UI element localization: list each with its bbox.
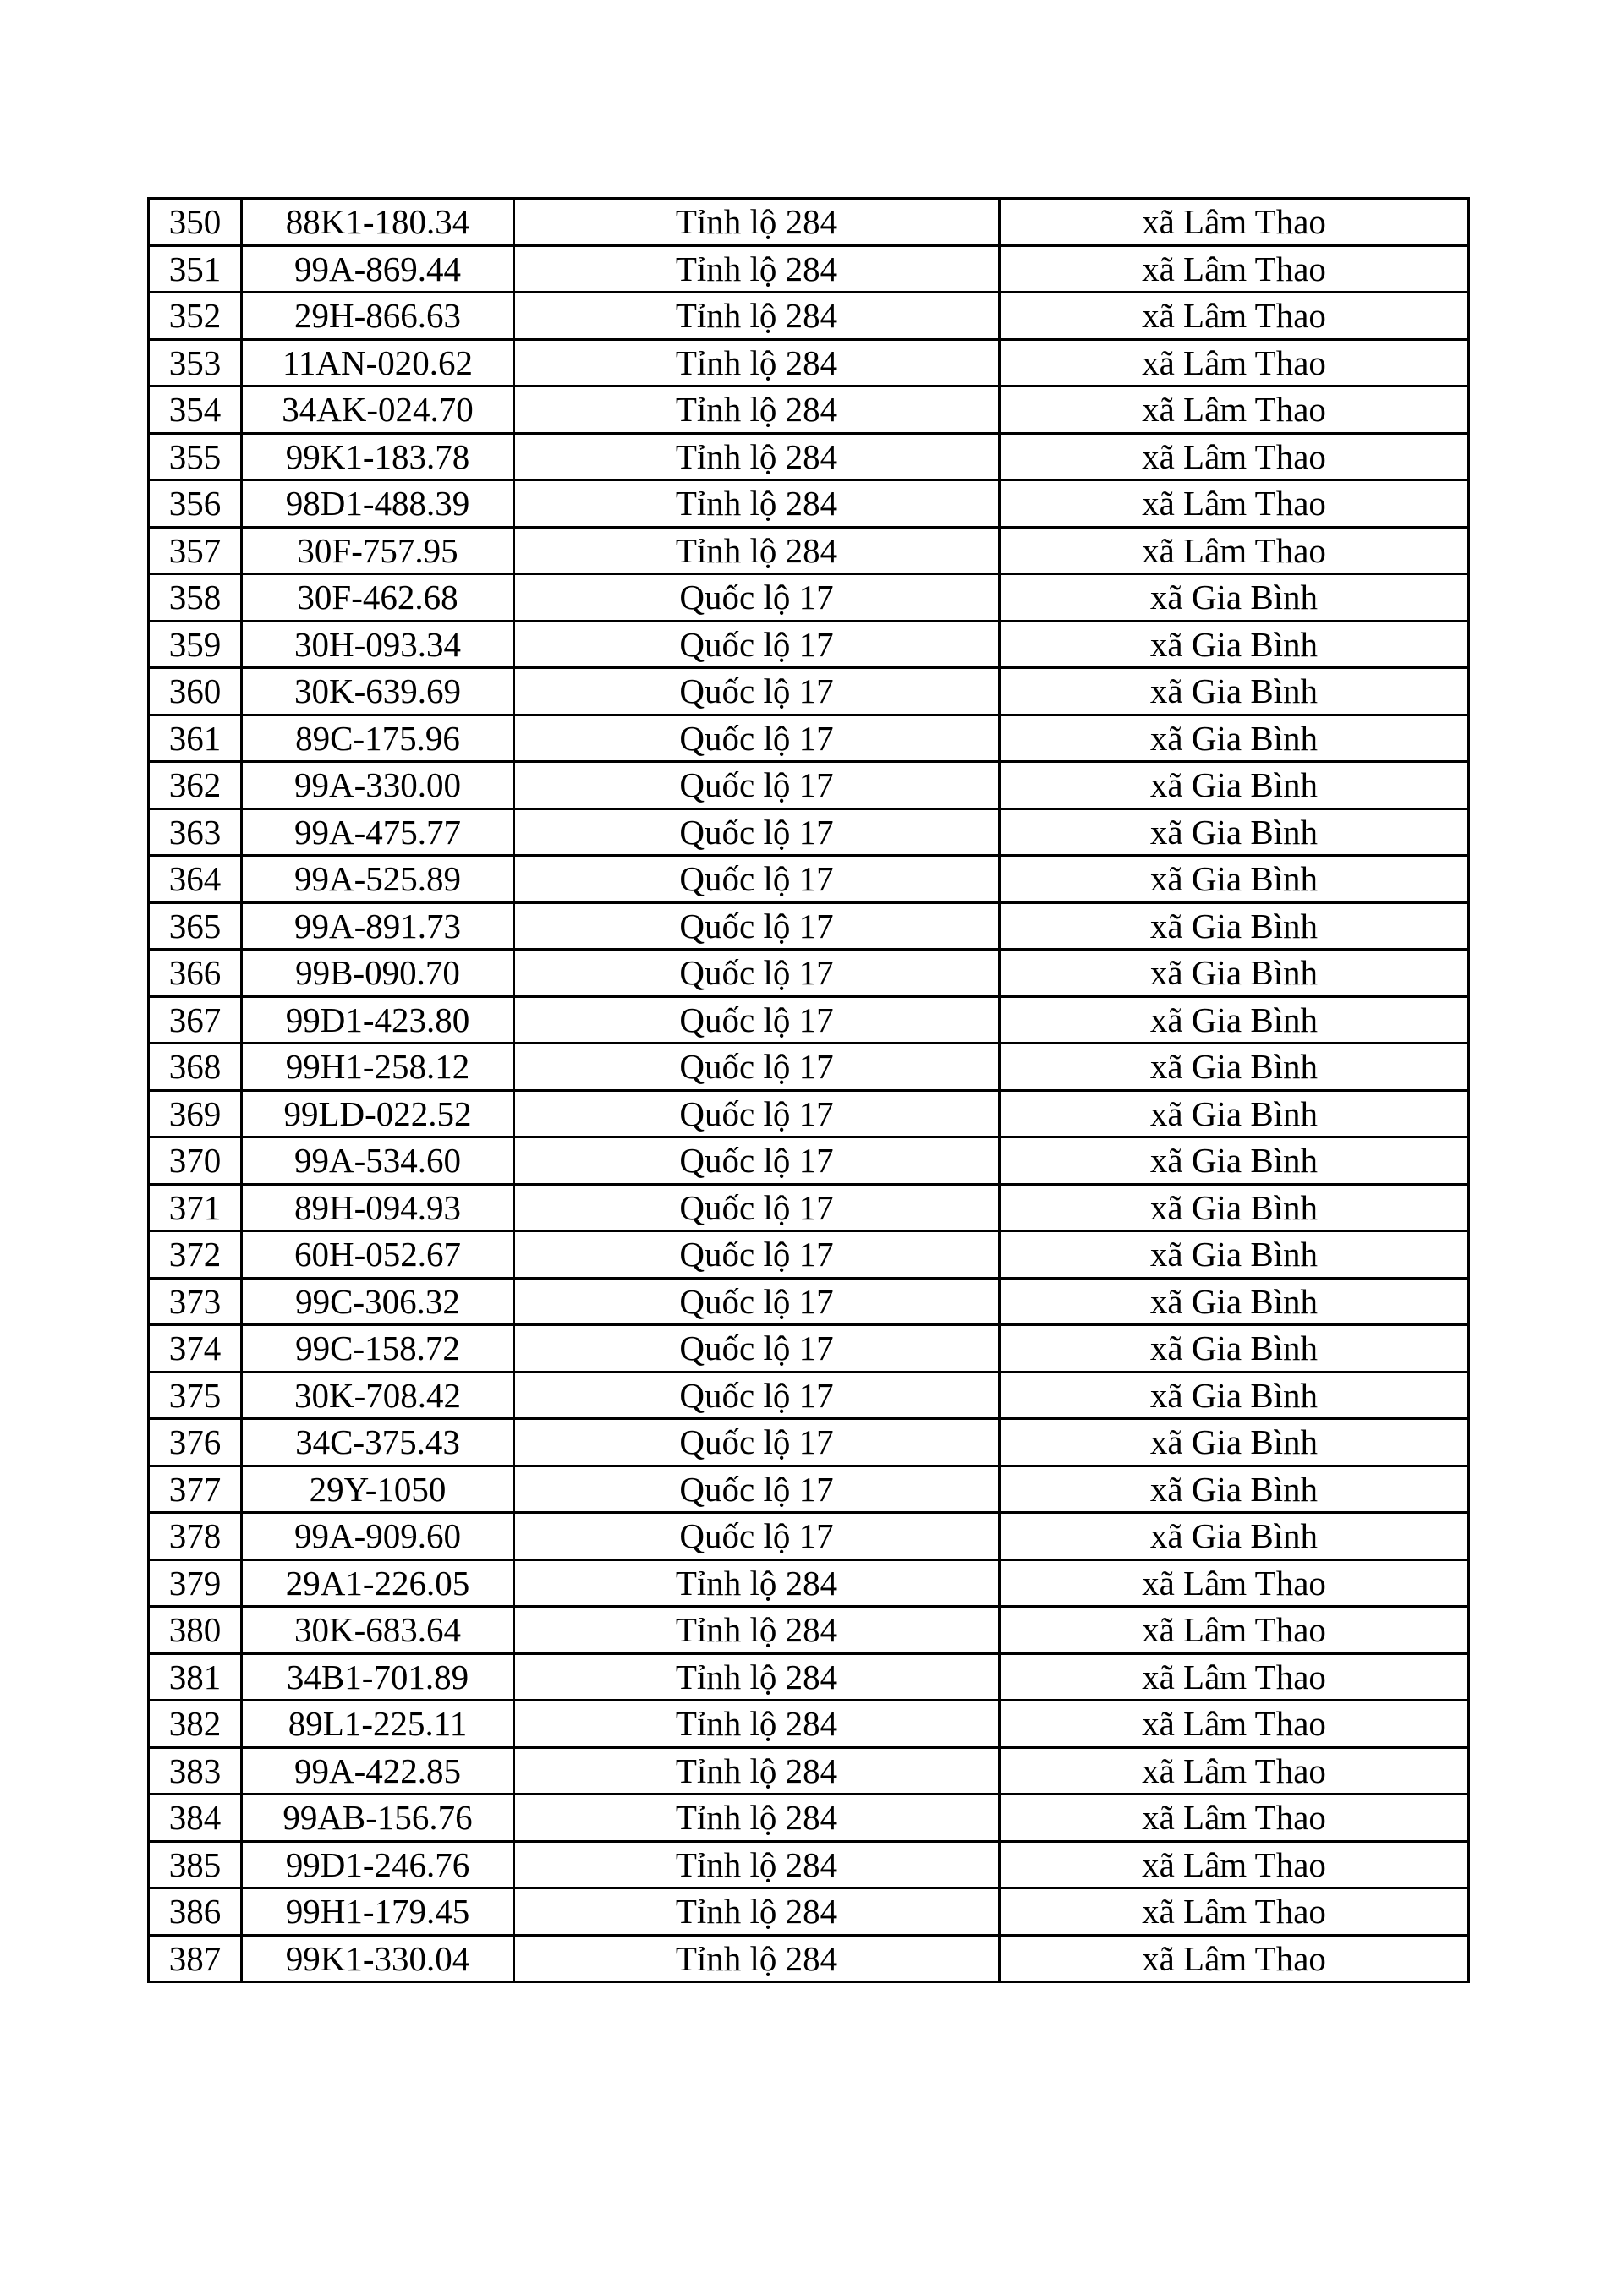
commune-cell: xã Gia Bình [1000,715,1469,762]
table-row [149,1466,1469,1513]
table-row [149,199,1469,246]
table-row [149,808,1469,856]
license-plate-cell: 30K-683.64 [242,1607,514,1654]
road-cell: Quốc lộ 17 [514,1137,1000,1185]
commune-cell: xã Gia Bình [1000,574,1469,622]
row-number-cell: 366 [149,950,242,997]
table-row [149,1419,1469,1466]
table-row [149,339,1469,386]
table-row [149,996,1469,1044]
road-cell: Quốc lộ 17 [514,574,1000,622]
road-cell: Tỉnh lộ 284 [514,480,1000,528]
road-cell: Tỉnh lộ 284 [514,199,1000,246]
commune-cell: xã Lâm Thao [1000,1888,1469,1936]
table-row [149,762,1469,809]
road-cell: Tỉnh lộ 284 [514,1701,1000,1748]
road-cell: Tỉnh lộ 284 [514,386,1000,434]
commune-cell: xã Lâm Thao [1000,1747,1469,1795]
violation-plates-table [147,197,1470,1983]
row-number-cell: 350 [149,199,242,246]
road-cell: Quốc lộ 17 [514,1372,1000,1419]
license-plate-cell: 99A-534.60 [242,1137,514,1185]
commune-cell: xã Gia Bình [1000,1137,1469,1185]
license-plate-cell: 88K1-180.34 [242,199,514,246]
commune-cell: xã Gia Bình [1000,808,1469,856]
road-cell: Tỉnh lộ 284 [514,293,1000,340]
row-number-cell: 367 [149,996,242,1044]
road-cell: Tỉnh lộ 284 [514,1607,1000,1654]
road-cell: Quốc lộ 17 [514,762,1000,809]
row-number-cell: 381 [149,1653,242,1701]
license-plate-cell: 99K1-183.78 [242,433,514,480]
road-cell: Quốc lộ 17 [514,808,1000,856]
table-row [149,1607,1469,1654]
row-number-cell: 386 [149,1888,242,1936]
commune-cell: xã Gia Bình [1000,950,1469,997]
row-number-cell: 363 [149,808,242,856]
license-plate-cell: 89L1-225.11 [242,1701,514,1748]
commune-cell: xã Lâm Thao [1000,1935,1469,1982]
table-row [149,1841,1469,1888]
row-number-cell: 376 [149,1419,242,1466]
license-plate-cell: 30K-639.69 [242,668,514,715]
row-number-cell: 373 [149,1278,242,1325]
row-number-cell: 385 [149,1841,242,1888]
row-number-cell: 371 [149,1184,242,1231]
commune-cell: xã Lâm Thao [1000,1607,1469,1654]
commune-cell: xã Gia Bình [1000,996,1469,1044]
license-plate-cell: 99A-869.44 [242,245,514,293]
commune-cell: xã Gia Bình [1000,762,1469,809]
commune-cell: xã Lâm Thao [1000,1795,1469,1842]
road-cell: Tỉnh lộ 284 [514,1653,1000,1701]
license-plate-cell: 29Y-1050 [242,1466,514,1513]
commune-cell: xã Gia Bình [1000,621,1469,668]
license-plate-cell: 89H-094.93 [242,1184,514,1231]
row-number-cell: 378 [149,1513,242,1560]
table-row [149,950,1469,997]
table-row [149,574,1469,622]
road-cell: Quốc lộ 17 [514,950,1000,997]
row-number-cell: 362 [149,762,242,809]
road-cell: Tỉnh lộ 284 [514,527,1000,574]
commune-cell: xã Gia Bình [1000,1184,1469,1231]
row-number-cell: 387 [149,1935,242,1982]
table-row [149,386,1469,434]
license-plate-cell: 99D1-246.76 [242,1841,514,1888]
road-cell: Quốc lộ 17 [514,1184,1000,1231]
commune-cell: xã Lâm Thao [1000,1701,1469,1748]
road-cell: Quốc lộ 17 [514,996,1000,1044]
road-cell: Quốc lộ 17 [514,1090,1000,1137]
table-row [149,1795,1469,1842]
commune-cell: xã Lâm Thao [1000,1841,1469,1888]
row-number-cell: 351 [149,245,242,293]
road-cell: Tỉnh lộ 284 [514,1888,1000,1936]
license-plate-cell: 99A-475.77 [242,808,514,856]
road-cell: Quốc lộ 17 [514,1231,1000,1279]
commune-cell: xã Lâm Thao [1000,293,1469,340]
license-plate-cell: 99AB-156.76 [242,1795,514,1842]
license-plate-cell: 99K1-330.04 [242,1935,514,1982]
table-row [149,902,1469,950]
license-plate-cell: 99D1-423.80 [242,996,514,1044]
commune-cell: xã Gia Bình [1000,1325,1469,1373]
road-cell: Quốc lộ 17 [514,1513,1000,1560]
table-row [149,1513,1469,1560]
row-number-cell: 382 [149,1701,242,1748]
road-cell: Tỉnh lộ 284 [514,1841,1000,1888]
table-row [149,1559,1469,1607]
table-row [149,668,1469,715]
row-number-cell: 357 [149,527,242,574]
commune-cell: xã Gia Bình [1000,1419,1469,1466]
road-cell: Quốc lộ 17 [514,1044,1000,1091]
road-cell: Tỉnh lộ 284 [514,1795,1000,1842]
license-plate-cell: 30F-462.68 [242,574,514,622]
table-row [149,856,1469,903]
license-plate-cell: 29H-866.63 [242,293,514,340]
license-plate-cell: 99A-330.00 [242,762,514,809]
commune-cell: xã Lâm Thao [1000,480,1469,528]
table-row [149,245,1469,293]
row-number-cell: 365 [149,902,242,950]
license-plate-cell: 34AK-024.70 [242,386,514,434]
table-row [149,1090,1469,1137]
row-number-cell: 353 [149,339,242,386]
license-plate-cell: 98D1-488.39 [242,480,514,528]
road-cell: Tỉnh lộ 284 [514,1747,1000,1795]
road-cell: Tỉnh lộ 284 [514,245,1000,293]
row-number-cell: 374 [149,1325,242,1373]
table-row [149,1935,1469,1982]
commune-cell: xã Gia Bình [1000,1513,1469,1560]
table-row [149,1325,1469,1373]
road-cell: Quốc lộ 17 [514,902,1000,950]
table-row [149,1372,1469,1419]
license-plate-cell: 89C-175.96 [242,715,514,762]
license-plate-cell: 99A-422.85 [242,1747,514,1795]
table-row [149,527,1469,574]
commune-cell: xã Gia Bình [1000,902,1469,950]
row-number-cell: 375 [149,1372,242,1419]
license-plate-cell: 99A-891.73 [242,902,514,950]
row-number-cell: 358 [149,574,242,622]
table-row [149,715,1469,762]
license-plate-cell: 30K-708.42 [242,1372,514,1419]
row-number-cell: 380 [149,1607,242,1654]
license-plate-cell: 99H1-258.12 [242,1044,514,1091]
table-row [149,1231,1469,1279]
road-cell: Quốc lộ 17 [514,1419,1000,1466]
row-number-cell: 356 [149,480,242,528]
road-cell: Quốc lộ 17 [514,856,1000,903]
row-number-cell: 359 [149,621,242,668]
table-row [149,1888,1469,1936]
road-cell: Tỉnh lộ 284 [514,433,1000,480]
road-cell: Quốc lộ 17 [514,1325,1000,1373]
road-cell: Quốc lộ 17 [514,1466,1000,1513]
license-plate-cell: 99H1-179.45 [242,1888,514,1936]
license-plate-cell: 34C-375.43 [242,1419,514,1466]
license-plate-cell: 99LD-022.52 [242,1090,514,1137]
row-number-cell: 384 [149,1795,242,1842]
commune-cell: xã Gia Bình [1000,1044,1469,1091]
table-row [149,1653,1469,1701]
license-plate-cell: 30F-757.95 [242,527,514,574]
license-plate-cell: 29A1-226.05 [242,1559,514,1607]
table-row [149,1044,1469,1091]
row-number-cell: 369 [149,1090,242,1137]
commune-cell: xã Gia Bình [1000,856,1469,903]
commune-cell: xã Gia Bình [1000,668,1469,715]
commune-cell: xã Gia Bình [1000,1466,1469,1513]
table-row [149,293,1469,340]
commune-cell: xã Gia Bình [1000,1231,1469,1279]
table-body [149,199,1469,1982]
table-row [149,1701,1469,1748]
row-number-cell: 377 [149,1466,242,1513]
road-cell: Tỉnh lộ 284 [514,1559,1000,1607]
commune-cell: xã Lâm Thao [1000,1653,1469,1701]
license-plate-cell: 60H-052.67 [242,1231,514,1279]
commune-cell: xã Gia Bình [1000,1278,1469,1325]
road-cell: Quốc lộ 17 [514,621,1000,668]
road-cell: Quốc lộ 17 [514,715,1000,762]
commune-cell: xã Gia Bình [1000,1090,1469,1137]
row-number-cell: 364 [149,856,242,903]
commune-cell: xã Lâm Thao [1000,433,1469,480]
row-number-cell: 372 [149,1231,242,1279]
license-plate-cell: 99C-306.32 [242,1278,514,1325]
commune-cell: xã Lâm Thao [1000,527,1469,574]
table-row [149,480,1469,528]
road-cell: Tỉnh lộ 284 [514,1935,1000,1982]
license-plate-cell: 99A-525.89 [242,856,514,903]
commune-cell: xã Gia Bình [1000,1372,1469,1419]
table-row [149,1184,1469,1231]
license-plate-cell: 30H-093.34 [242,621,514,668]
road-cell: Tỉnh lộ 284 [514,339,1000,386]
license-plate-cell: 34B1-701.89 [242,1653,514,1701]
table-row [149,1747,1469,1795]
row-number-cell: 361 [149,715,242,762]
table-row [149,1278,1469,1325]
commune-cell: xã Lâm Thao [1000,339,1469,386]
table-row [149,621,1469,668]
license-plate-cell: 99C-158.72 [242,1325,514,1373]
row-number-cell: 355 [149,433,242,480]
license-plate-cell: 99B-090.70 [242,950,514,997]
road-cell: Quốc lộ 17 [514,1278,1000,1325]
commune-cell: xã Lâm Thao [1000,199,1469,246]
license-plate-cell: 99A-909.60 [242,1513,514,1560]
row-number-cell: 370 [149,1137,242,1185]
commune-cell: xã Lâm Thao [1000,386,1469,434]
row-number-cell: 379 [149,1559,242,1607]
row-number-cell: 352 [149,293,242,340]
table-row [149,433,1469,480]
commune-cell: xã Lâm Thao [1000,245,1469,293]
row-number-cell: 360 [149,668,242,715]
license-plate-cell: 11AN-020.62 [242,339,514,386]
row-number-cell: 368 [149,1044,242,1091]
row-number-cell: 383 [149,1747,242,1795]
table-row [149,1137,1469,1185]
road-cell: Quốc lộ 17 [514,668,1000,715]
commune-cell: xã Lâm Thao [1000,1559,1469,1607]
row-number-cell: 354 [149,386,242,434]
